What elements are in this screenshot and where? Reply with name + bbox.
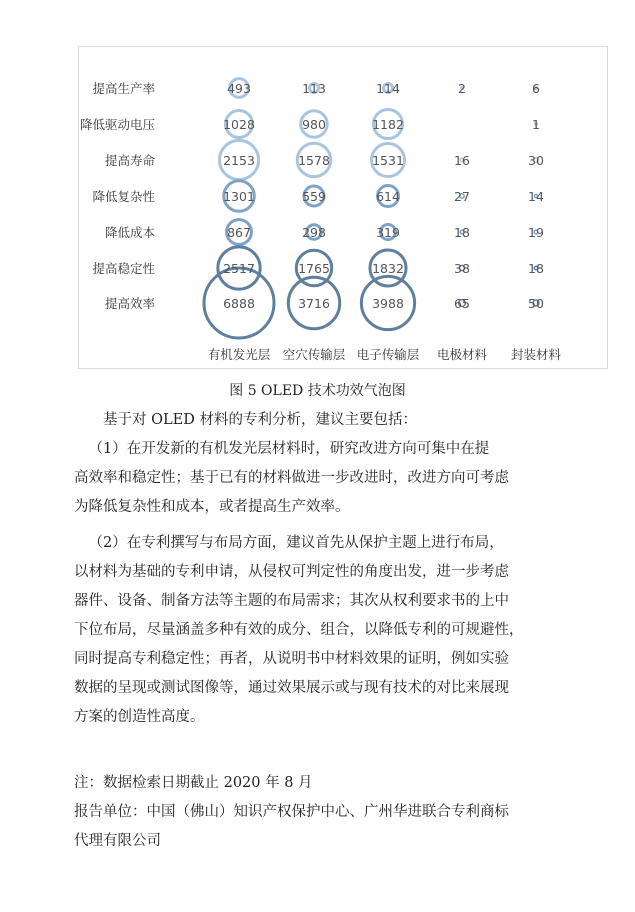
data-label: 30 xyxy=(528,153,544,168)
data-label: 867 xyxy=(227,225,251,240)
data-label: 18 xyxy=(528,261,544,276)
column-label: 有机发光层 xyxy=(207,347,271,362)
data-label: 980 xyxy=(302,117,326,132)
column-label: 电子传输层 xyxy=(356,347,420,362)
data-label: 1765 xyxy=(298,261,330,276)
row-label: 提高生产率 xyxy=(92,81,155,96)
row-label: 降低复杂性 xyxy=(92,189,155,204)
data-label: 1182 xyxy=(372,117,404,132)
data-label: 1832 xyxy=(372,261,404,276)
row-label: 提高稳定性 xyxy=(92,261,155,276)
intro-paragraph xyxy=(74,406,574,435)
data-label: 1578 xyxy=(298,153,330,168)
data-label: 559 xyxy=(302,189,326,204)
figure-caption: 图 5 OLED 技术功效气泡图 xyxy=(229,383,406,399)
data-label: 50 xyxy=(528,296,544,311)
para1-line: 为降低复杂性和成本，或者提高生产效率。 xyxy=(74,499,350,515)
data-label: 14 xyxy=(528,189,544,204)
para2-line: 器件、设备、制备方法等主题的布局需求；其次从权利要求书的上中 xyxy=(74,593,509,609)
data-label: 113 xyxy=(302,81,326,96)
data-label: 6888 xyxy=(223,296,255,311)
data-label: 3988 xyxy=(372,296,404,311)
bubble-chart xyxy=(79,47,609,370)
para2-line: （2）在专利撰写与布局方面，建议首先从保护主题上进行布局， xyxy=(88,535,504,551)
data-label: 1531 xyxy=(372,153,404,168)
data-label: 19 xyxy=(528,225,544,240)
data-label: 2517 xyxy=(223,261,255,276)
para2-line: 数据的呈现或测试图像等，通过效果展示或与现有技术的对比来展现 xyxy=(74,680,509,696)
data-label: 16 xyxy=(454,153,470,168)
data-label: 1 xyxy=(532,117,540,132)
para1-line: 高效率和稳定性；基于已有的材料做进一步改进时，改进方向可考虑 xyxy=(74,470,509,486)
note-org xyxy=(74,798,509,856)
data-label: 6 xyxy=(532,81,540,96)
bubble-chart-frame xyxy=(78,46,608,369)
data-label: 65 xyxy=(454,296,470,311)
row-label: 提高效率 xyxy=(104,296,155,311)
para2-line: 方案的创造性高度。 xyxy=(74,709,205,725)
para2-line: 以材料为基础的专利申请，从侵权可判定性的角度出发，进一步考虑 xyxy=(74,564,509,580)
data-label: 2 xyxy=(458,81,466,96)
intro-line: 基于对 OLED 材料的专利分析，建议主要包括： xyxy=(103,412,417,428)
paragraph-2 xyxy=(74,529,574,732)
data-label: 614 xyxy=(376,189,400,204)
data-label: 27 xyxy=(454,189,470,204)
para1-line: （1）在开发新的有机发光层材料时，研究改进方向可集中在提 xyxy=(88,441,490,457)
data-label: 114 xyxy=(376,81,400,96)
data-label: 1301 xyxy=(223,189,255,204)
data-label: 319 xyxy=(376,225,400,240)
column-label: 空穴传输层 xyxy=(282,347,346,362)
note-org-line: 报告单位：中国（佛山）知识产权保护中心、广州华进联合专利商标 xyxy=(74,804,509,820)
para2-line: 同时提高专利稳定性；再者，从说明书中材料效果的证明，例如实验 xyxy=(74,651,509,667)
data-label: 1028 xyxy=(223,117,255,132)
para2-line: 下位布局，尽量涵盖多种有效的成分、组合，以降低专利的可规避性， xyxy=(74,622,524,638)
row-label: 降低成本 xyxy=(104,225,155,240)
data-label: 298 xyxy=(302,225,326,240)
row-label: 降低驱动电压 xyxy=(79,117,155,132)
data-label: 2153 xyxy=(223,153,255,168)
data-label: 38 xyxy=(454,261,470,276)
note-date: 注：数据检索日期截止 2020 年 8 月 xyxy=(74,775,313,791)
data-label: 18 xyxy=(454,225,470,240)
column-label: 电极材料 xyxy=(436,347,488,362)
column-label: 封装材料 xyxy=(510,347,562,362)
paragraph-1 xyxy=(74,435,574,522)
data-label: 3716 xyxy=(298,296,330,311)
row-label: 提高寿命 xyxy=(104,153,155,168)
note-org-line: 代理有限公司 xyxy=(74,833,161,849)
data-label: 493 xyxy=(227,81,251,96)
